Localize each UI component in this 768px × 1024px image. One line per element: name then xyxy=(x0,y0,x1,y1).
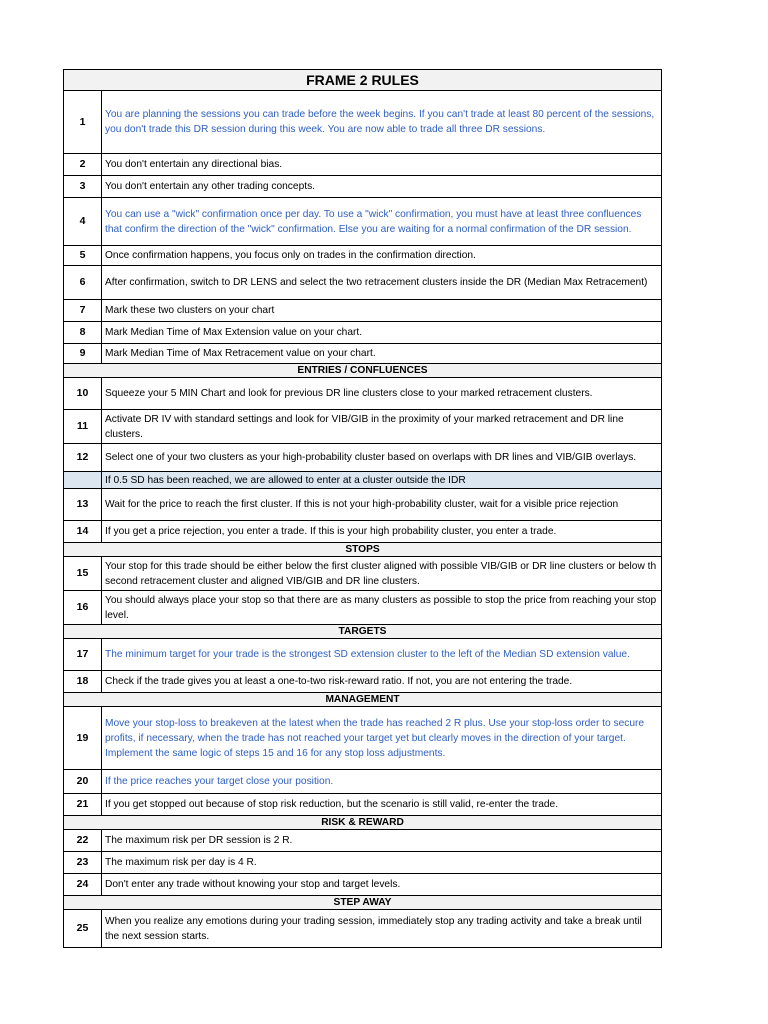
rule-number: 3 xyxy=(64,176,102,198)
rule-number: 22 xyxy=(64,830,102,852)
rule-text: When you realize any emotions during your trading session, immediately stop any trading activity and take a break until the next session starts. xyxy=(102,910,662,948)
rule-row xyxy=(64,154,662,176)
rule-number: 20 xyxy=(64,770,102,794)
rule-row xyxy=(64,300,662,322)
rule-row xyxy=(64,591,662,625)
section-header-row xyxy=(64,896,662,910)
rule-number: 21 xyxy=(64,794,102,816)
rule-text: You can use a "wick" confirmation once per day. To use a "wick" confirmation, you must have at least three confluences that confirm the direction of the "wick" confirmation. Else you are waiting for a normal confirmation of the DR session. xyxy=(102,198,662,246)
rule-number: 1 xyxy=(64,91,102,154)
rule-text: The maximum risk per day is 4 R. xyxy=(102,852,662,874)
rule-text: Squeeze your 5 MIN Chart and look for previous DR line clusters close to your marked retracement clusters. xyxy=(102,378,662,410)
rule-row xyxy=(64,344,662,364)
rule-number: 18 xyxy=(64,671,102,693)
rule-text: The minimum target for your trade is the strongest SD extension cluster to the left of the Median SD extension value. xyxy=(102,639,662,671)
rule-text: After confirmation, switch to DR LENS and select the two retracement clusters inside the DR (Median Max Retracement) xyxy=(102,266,662,300)
rule-text: Select one of your two clusters as your high-probability cluster based on overlaps with DR lines and VIB/GIB overlays. xyxy=(102,444,662,472)
rule-text: Mark these two clusters on your chart xyxy=(102,300,662,322)
rule-number: 12 xyxy=(64,444,102,472)
rule-number: 2 xyxy=(64,154,102,176)
section-header: TARGETS xyxy=(64,625,662,639)
rule-row xyxy=(64,489,662,521)
rule-number: 17 xyxy=(64,639,102,671)
rule-row xyxy=(64,794,662,816)
rule-row xyxy=(64,322,662,344)
section-header-row xyxy=(64,543,662,557)
rule-number: 14 xyxy=(64,521,102,543)
rule-number: 19 xyxy=(64,707,102,770)
rule-row xyxy=(64,671,662,693)
section-header: STEP AWAY xyxy=(64,896,662,910)
rule-text: Wait for the price to reach the first cluster. If this is not your high-probability cluster, wait for a visible price rejection xyxy=(102,489,662,521)
rule-text: The maximum risk per DR session is 2 R. xyxy=(102,830,662,852)
section-header: RISK & REWARD xyxy=(64,816,662,830)
rule-number: 15 xyxy=(64,557,102,591)
rule-number: 16 xyxy=(64,591,102,625)
note-row xyxy=(64,472,662,489)
rule-number: 9 xyxy=(64,344,102,364)
rule-row xyxy=(64,246,662,266)
page-title: FRAME 2 RULES xyxy=(64,70,662,91)
section-header-row xyxy=(64,625,662,639)
rule-row xyxy=(64,639,662,671)
section-header-row xyxy=(64,364,662,378)
rule-row xyxy=(64,521,662,543)
rule-row xyxy=(64,378,662,410)
section-header-row xyxy=(64,693,662,707)
rule-text: Mark Median Time of Max Retracement value on your chart. xyxy=(102,344,662,364)
rule-number: 7 xyxy=(64,300,102,322)
rule-row xyxy=(64,557,662,591)
rule-number: 13 xyxy=(64,489,102,521)
rule-number xyxy=(64,472,102,489)
rule-row xyxy=(64,198,662,246)
rule-text: Activate DR IV with standard settings and look for VIB/GIB in the proximity of your marked retracement and DR line clusters. xyxy=(102,410,662,444)
rule-text: Mark Median Time of Max Extension value on your chart. xyxy=(102,322,662,344)
rule-text: If the price reaches your target close your position. xyxy=(102,770,662,794)
rule-row xyxy=(64,852,662,874)
rule-number: 5 xyxy=(64,246,102,266)
rule-text: Check if the trade gives you at least a one-to-two risk-reward ratio. If not, you are not entering the trade. xyxy=(102,671,662,693)
rule-row xyxy=(64,910,662,948)
rule-row xyxy=(64,410,662,444)
rule-row xyxy=(64,91,662,154)
frame-2-rules-table xyxy=(63,69,662,948)
rule-number: 23 xyxy=(64,852,102,874)
rule-number: 6 xyxy=(64,266,102,300)
rule-text: If you get stopped out because of stop risk reduction, but the scenario is still valid, re-enter the trade. xyxy=(102,794,662,816)
rule-number: 10 xyxy=(64,378,102,410)
rule-row xyxy=(64,176,662,198)
rule-row xyxy=(64,770,662,794)
rule-number: 4 xyxy=(64,198,102,246)
rule-text: If you get a price rejection, you enter a trade. If this is your high probability cluster, you enter a trade. xyxy=(102,521,662,543)
rule-text: If 0.5 SD has been reached, we are allowed to enter at a cluster outside the IDR xyxy=(102,472,662,489)
rule-text: Don't enter any trade without knowing your stop and target levels. xyxy=(102,874,662,896)
rule-number: 25 xyxy=(64,910,102,948)
rule-text: You should always place your stop so that there are as many clusters as possible to stop the price from reaching your stop level. xyxy=(102,591,662,625)
rule-text: Your stop for this trade should be either below the first cluster aligned with possible VIB/GIB or DR line clusters or below th second retracement cluster and aligned VIB/GIB and DR line clusters. xyxy=(102,557,662,591)
rule-row xyxy=(64,830,662,852)
rule-number: 24 xyxy=(64,874,102,896)
rule-text: You don't entertain any directional bias. xyxy=(102,154,662,176)
section-header: STOPS xyxy=(64,543,662,557)
rule-row xyxy=(64,444,662,472)
title-row xyxy=(64,70,662,91)
rule-text: Once confirmation happens, you focus only on trades in the confirmation direction. xyxy=(102,246,662,266)
rule-row xyxy=(64,266,662,300)
section-header: MANAGEMENT xyxy=(64,693,662,707)
rule-text: Move your stop-loss to breakeven at the latest when the trade has reached 2 R plus. Use your stop-loss order to secure profits, if necessary, when the trade has not reached your target yet but clearly moves in the direction of your target. Implement the same logic of steps 15 and 16 for any stop loss adjustments. xyxy=(102,707,662,770)
rule-row xyxy=(64,707,662,770)
section-header-row xyxy=(64,816,662,830)
rule-number: 11 xyxy=(64,410,102,444)
rule-number: 8 xyxy=(64,322,102,344)
section-header: ENTRIES / CONFLUENCES xyxy=(64,364,662,378)
rule-text: You don't entertain any other trading concepts. xyxy=(102,176,662,198)
rule-text: You are planning the sessions you can trade before the week begins. If you can't trade at least 80 percent of the sessions, you don't trade this DR session during this week. You are now able to trade all three DR sessions. xyxy=(102,91,662,154)
rule-row xyxy=(64,874,662,896)
